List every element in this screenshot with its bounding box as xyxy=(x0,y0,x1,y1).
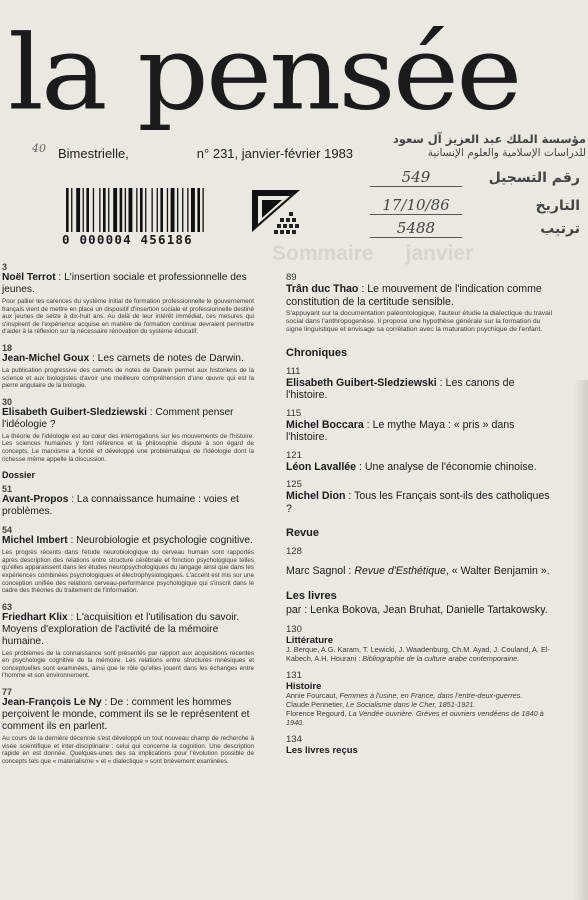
chronique-entry xyxy=(286,450,554,474)
publisher-logo-icon xyxy=(250,188,302,240)
article-entry xyxy=(2,687,254,765)
barcode-bar xyxy=(108,188,109,232)
article-entry xyxy=(2,343,254,390)
barcode-bar xyxy=(152,188,153,232)
stamp-row xyxy=(316,168,586,187)
stamp-row-label: ترتيب xyxy=(540,220,580,237)
barcode-bar xyxy=(187,188,188,232)
stamp-row-label: رقم التسجيل xyxy=(488,169,580,186)
article-abstract: Les progrès récents dans l'étude neurobiologique du cerveau humain sont rapportés après description des relations entre structure cérébrale et fonction psychologique telles qu'elles apparaissent dans les études neuropsychologiques du langage ainsi que dans les expériences combinées psychologiques et électrophysiologiques. L'accent est mis sur une conception unifiée des relations cerveau-performance psychologique qui s'inscrit dans le cadre des théories du traitement de l'information. xyxy=(2,549,254,595)
article-abstract: Pour pallier les carences du système initial de formation professionnelle le gouvernement français vient de mettre en place un dispositif d'insertion sociale et professionnelle destiné aux jeunes de seize à dix-huit ans. Au delà de leur intérêt immédiat, ces mesures qui s'inspirent de l'expérience acquise en matière de formation continue devraient permettre d'aider à la réflexion sur la nécessaire rénovation du système éducatif. xyxy=(2,298,254,336)
barcode-bar xyxy=(160,188,163,232)
ghost-word: Sommaire xyxy=(272,242,374,265)
barcode-bar xyxy=(99,188,100,232)
page-number: 125 xyxy=(286,479,302,491)
book-title: Le Socialisme dans le Cher, 1851-1921. xyxy=(346,699,476,709)
barcode-bar xyxy=(76,188,80,232)
article-abstract: S'appuyant sur la documentation paléontologique, l'auteur étudie la dialectique du travail social dans l'anthropogenèse. Il propose une hypothèse générale sur la formation du signe linguistique et envisage sa corrélation avec la maturation psychique de l'enfant. xyxy=(286,310,552,334)
article-author: Léon Lavallée xyxy=(286,460,357,473)
barcode-bar xyxy=(191,188,195,232)
article-heading xyxy=(2,494,254,518)
stamp-row xyxy=(316,219,586,238)
page-number: 134 xyxy=(286,733,302,745)
barcode-bar xyxy=(157,188,158,232)
stamp-row-value: 549 xyxy=(370,168,462,187)
article-entry xyxy=(2,525,254,595)
page-number: 89 xyxy=(286,272,297,283)
barcode-bar xyxy=(103,188,106,232)
article-title: , « Walter Benjamin ». xyxy=(445,565,550,578)
article-heading: Marc Sagnol : Revue d'Esthétique, « Walter Benjamin ». xyxy=(286,565,550,578)
stamp-row xyxy=(316,196,586,215)
book-title: Bibliographie de la culture arabe contemporaine. xyxy=(362,654,520,664)
article-title: : Comment penser l'idéologie ? xyxy=(2,406,234,430)
article-heading xyxy=(286,461,554,474)
article-heading xyxy=(2,535,254,547)
barcode-bar xyxy=(140,188,143,232)
book-authors: Claude Pennetier, xyxy=(286,699,347,709)
page-number: 51 xyxy=(2,484,13,495)
page-number: 115 xyxy=(286,407,302,419)
livres-contributors: par : Lenka Bokova, Jean Bruhat, Danielle Tartakowsky. xyxy=(286,603,548,616)
page-number: 128 xyxy=(286,546,302,558)
revue-entry xyxy=(286,546,554,578)
article-title: : Les carnets de notes de Darwin. xyxy=(89,352,244,364)
article-heading xyxy=(2,272,254,296)
page-number: 30 xyxy=(2,396,13,407)
page-number: 63 xyxy=(2,601,13,612)
article-title: : Neurobiologie et psychologie cognitive. xyxy=(67,535,253,547)
article-title: : L'insertion sociale et professionnelle des jeunes. xyxy=(2,272,247,295)
chronique-entry xyxy=(286,408,554,444)
article-title-italic: Revue d'Esthétique xyxy=(354,565,446,578)
issue-number: n° 231, janvier-février 1983 xyxy=(196,146,354,161)
book-section-label: Les livres reçus xyxy=(286,744,358,756)
book-section-label: Littérature xyxy=(286,635,333,647)
article-abstract: Les problèmes de la connaissance sont présentés par rapport aux acquisitions récentes en psychologie cognitive de la mémoire. Les relations entre structures mnésiques et conceptuelles sont examinées, ainsi que le rôle qu'elles jouent dans les échanges entre l'homme et son environnement. xyxy=(2,649,254,680)
page-number: 111 xyxy=(286,365,301,377)
barcode xyxy=(66,188,244,232)
page-number: 18 xyxy=(2,342,13,353)
barcode-digits: 0 000004 456186 xyxy=(62,232,193,247)
article-heading xyxy=(2,612,254,648)
barcode-bar xyxy=(167,188,168,232)
article-entry xyxy=(2,262,254,336)
issue-line xyxy=(58,146,353,161)
article-author: Trân duc Thao xyxy=(286,283,359,295)
barcode-bar xyxy=(86,188,89,232)
book-title: Femmes à l'usine, en France, dans l'entre-deux-guerres. xyxy=(339,690,523,700)
article-author: Jean-Michel Goux xyxy=(2,352,90,364)
barcode-bar xyxy=(120,188,123,232)
article-abstract: La publication progressive des carnets de notes de Darwin permet aux historiens de la science et aux biologistes d'avoir une meilleure compréhension d'une œuvre qui est la pierre angulaire de la biologie. xyxy=(2,366,254,390)
article-title: : Le mouvement de l'indication comme constitution de la certitude sensible. xyxy=(286,283,542,308)
section-heading-livres: Les livres xyxy=(286,589,337,602)
article-title: : Tous les Français sont-ils des catholiques ? xyxy=(286,490,550,515)
article-author: Michel Boccara xyxy=(286,418,364,431)
article-heading xyxy=(2,407,254,431)
barcode-bar xyxy=(197,188,200,232)
stamp-row-label: التاريخ xyxy=(535,197,580,214)
article-title: : De : comment les hommes perçoivent le monde, comment ils se le représentent et comment ils en parlent. xyxy=(2,697,250,733)
barcode-bar xyxy=(83,188,84,232)
left-column xyxy=(2,262,254,772)
book-section xyxy=(286,670,554,728)
book-authors: J. Berque, A.G. Karam, T. Lewicki, J. Waadenburg, Ch.M. Ayad, J. Couland, A. El-Kabech, A.H. Hourani : xyxy=(286,645,550,664)
stamp-row-value: 5488 xyxy=(370,219,462,238)
page-edge-shadow xyxy=(574,380,588,900)
section-heading-dossier: Dossier xyxy=(2,470,36,481)
page-number: 3 xyxy=(2,262,8,272)
barcode-bar xyxy=(71,188,72,232)
book-section xyxy=(286,624,554,664)
right-column xyxy=(286,272,554,762)
show-through-text xyxy=(272,242,473,266)
barcode-bar xyxy=(177,188,178,232)
article-title: : Le mythe Maya : « pris » dans l'histoire. xyxy=(286,418,515,444)
section-heading-revue: Revue xyxy=(286,527,320,540)
article-author: Elisabeth Guibert-Sledziewski xyxy=(286,376,437,389)
article-heading xyxy=(286,283,554,308)
article-entry xyxy=(286,272,554,335)
stamp-row-value: 17/10/86 xyxy=(370,196,462,215)
page-number: 121 xyxy=(286,449,302,461)
article-author: Friedhart Klix xyxy=(2,611,68,623)
article-title: : Une analyse de l'économie chinoise. xyxy=(356,460,537,473)
book-title: La Vendée ouvrière. Grèves et ouvriers vendéens de 1840 à 1940. xyxy=(286,708,544,727)
page-number: 130 xyxy=(286,624,302,636)
barcode-bar xyxy=(136,188,137,232)
ghost-word: janvier xyxy=(405,242,474,265)
barcode-bar xyxy=(171,188,175,232)
book-section xyxy=(286,734,554,756)
article-author: Marc Sagnol xyxy=(286,565,346,578)
section-heading-chroniques: Chroniques xyxy=(286,346,348,359)
book-authors: Florence Regourd, xyxy=(286,708,349,718)
book-entry xyxy=(286,646,554,664)
article-entry xyxy=(2,397,254,463)
article-entry xyxy=(2,484,254,518)
article-entry xyxy=(2,602,254,680)
article-author: Noël Terrot xyxy=(2,272,56,283)
chronique-entry xyxy=(286,479,554,515)
article-author: Avant-Propos xyxy=(2,494,69,506)
barcode-bar xyxy=(125,188,126,232)
barcode-bar xyxy=(203,188,204,232)
page-number: 77 xyxy=(2,687,13,698)
article-author: Michel Dion xyxy=(286,490,346,503)
article-heading xyxy=(286,377,554,402)
article-title: : La connaissance humaine : voies et problèmes. xyxy=(2,494,239,518)
masthead-title: la pensée xyxy=(8,13,520,134)
article-author: Michel Imbert xyxy=(2,535,68,547)
chronique-entry xyxy=(286,366,554,402)
page-number: 131 xyxy=(286,669,302,681)
barcode-bar xyxy=(129,188,133,232)
issue-frequency: Bimestrielle, xyxy=(58,146,129,161)
barcode-bar xyxy=(93,188,94,232)
library-stamp xyxy=(316,132,586,246)
stamp-line-2: للدراسات الإسلامية والعلوم الإنسانية xyxy=(427,147,586,159)
article-heading xyxy=(286,419,554,444)
article-author: Jean-François Le Ny xyxy=(2,697,102,709)
article-author: Elisabeth Guibert-Sledziewski xyxy=(2,406,147,418)
page-number: 54 xyxy=(2,525,13,536)
barcode-bar xyxy=(182,188,183,232)
article-abstract: La théorie de l'idéologie est au cœur des interrogations sur les mouvements de l'histoire. Les sciences humaines y font référence et la philosophie dispute à son égard de concepts. Le marxisme a fondé et développé une problématique de l'idéologie dont la richesse même appelle la discussion. xyxy=(2,432,254,463)
article-abstract: Au cours de la dernière décennie s'est développé un tout nouveau champ de recherche à visée scientifique et inter-disciplinaire : celui qui concerne la cognition. Une description rapide en est donnée. Quelques-unes des sa implications pour l'évolution possible de concepts tels que « matérialisme » et « dialectique » sont brièvement examinées. xyxy=(2,735,254,765)
book-entry xyxy=(286,710,554,728)
article-heading xyxy=(2,353,254,365)
book-section-label: Histoire xyxy=(286,680,322,692)
article-title: : Les canons de l'histoire. xyxy=(286,376,515,402)
article-heading xyxy=(2,697,254,733)
book-authors: Annie Fourcaut, xyxy=(286,690,340,700)
pencil-note: 40 xyxy=(32,142,46,155)
barcode-bar xyxy=(66,188,69,232)
barcode-bar xyxy=(113,188,117,232)
article-heading xyxy=(286,490,554,515)
article-title: : L'acquisition et l'utilisation du savoir. Moyens d'exploration de l'activité de la mémoire humaine. xyxy=(2,611,240,647)
barcode-bar xyxy=(145,188,146,232)
stamp-line-1: مؤسسة الملك عبد العزيز آل سعود xyxy=(392,132,586,146)
